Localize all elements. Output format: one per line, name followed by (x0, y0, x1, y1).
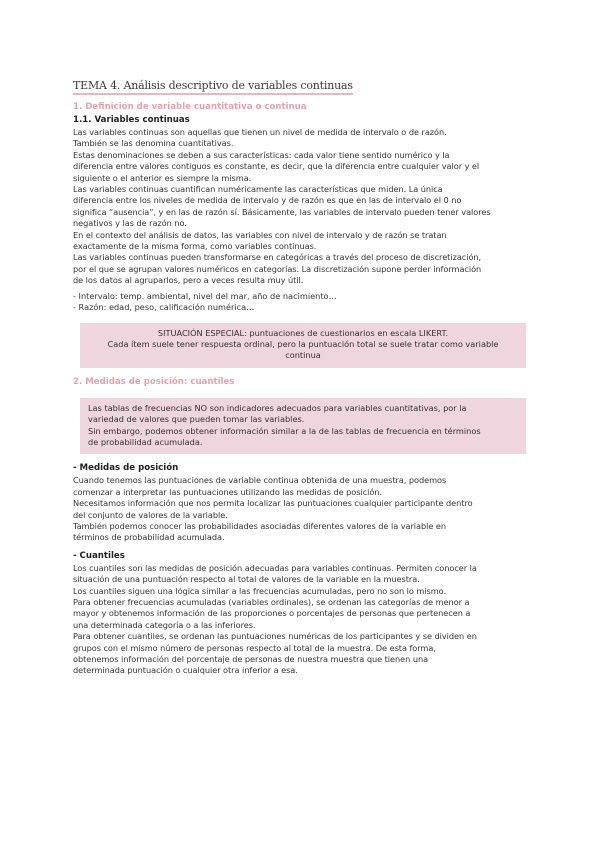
paragraph-block-1 (73, 127, 528, 287)
example-list (73, 291, 528, 314)
text-line: obtenemos información del porcentaje de personas de nuestra muestra que tienen una (73, 654, 429, 665)
text-line: situación de una puntuación respecto al total de valores de la variable en la muestra. (73, 574, 420, 585)
subsection-heading-medidas-posicion: - Medidas de posición (73, 463, 179, 474)
text-line: por el que se agrupan valores numéricos en categorías. La discretización supone perder información (73, 263, 482, 274)
text-line: Las variables continuas pueden transformarse en categóricas a través del proceso de discretización, (73, 252, 482, 263)
text-line: Para obtener cuantiles, se ordenan las puntuaciones numéricas de los participantes y se dividen en (73, 631, 477, 642)
text-line: mayor y obtenemos información de las proporciones o porcentajes de personas que pertenecen a (73, 608, 471, 619)
text-line: Necesitamos información que nos permita localizar las puntuaciones cualquier participante dentro (73, 498, 473, 509)
list-item: - Intervalo: temp. ambiental, nivel del mar, año de nacimiento… (73, 290, 337, 301)
document-title: TEMA 4. Análisis descriptivo de variables continuas (73, 79, 353, 95)
callout-line: Cada ítem suele tener respuesta ordinal, pero la puntuación total se suele tratar como variable (107, 338, 499, 349)
text-line: significa “ausencia”, y en las de razón sí. Básicamente, las variables de intervalo pueden tener valores (73, 206, 491, 217)
text-line: Los cuantiles son las medidas de posición adecuadas para variables continuas. Permiten conocer la (73, 562, 477, 573)
subsection-heading-1-1: 1.1. Variables continuas (73, 115, 190, 125)
text-line: comenzar a interpretar las puntuaciones utilizando las medidas de posición. (73, 486, 383, 497)
paragraph-block-2 (73, 475, 528, 543)
text-line: términos de probabilidad acumulada. (73, 532, 225, 543)
text-line: También podemos conocer las probabilidades asociadas diferentes valores de la variable en (73, 520, 447, 531)
callout-line: SITUACIÓN ESPECIAL: puntuaciones de cuestionarios en escala LIKERT. (157, 327, 449, 338)
frequency-tables-callout (80, 398, 526, 455)
callout-line: variedad de valores que pueden tomar las variables. (88, 414, 305, 425)
text-line: Para obtener frecuencias acumuladas (variables ordinales), se ordenan las categorías de menor a (73, 597, 470, 607)
section-heading-2: 2. Medidas de posición: cuantiles (73, 376, 235, 387)
document-page (73, 74, 528, 677)
paragraph-block-3 (73, 563, 528, 677)
text-line: Las variables continuas cuantifican numéricamente las características que miden. La única (73, 184, 443, 195)
special-situation-callout (80, 323, 526, 368)
text-line: negativos y las de razón no. (73, 218, 187, 229)
section-heading-1: 1. Definición de variable cuantitativa o continua (73, 102, 307, 112)
text-line: una determinada categoría o a las inferiores. (73, 619, 256, 630)
text-line: diferencia entre valores contiguos es constante, es decir, que la diferencia entre cualquier valor y el (73, 161, 480, 172)
callout-line: Sin embargo, podemos obtener información similar a la de las tablas de frecuencia en términos (88, 425, 481, 436)
callout-line: Las tablas de frecuencias NO son indicadores adecuados para variables cuantitativas, por la (88, 402, 467, 413)
text-line: Los cuantiles siguen una lógica similar a las frecuencias acumuladas, pero no son lo mismo. (73, 585, 447, 596)
text-line: siguiente o el anterior es siempre la misma. (73, 172, 252, 183)
text-line: Las variables continuas son aquellas que tienen un nivel de medida de intervalo o de razón. (73, 127, 447, 137)
text-line: exactamente de la misma forma, como variables continuas. (73, 241, 317, 252)
text-line: de los datos al agruparlos, pero a veces resulta muy útil. (73, 275, 304, 286)
text-line: Estas denominaciones se deben a sus características: cada valor tiene sentido numérico y la (73, 149, 450, 160)
text-line: determinada puntuación o cualquier otra inferior a esa. (73, 665, 298, 676)
subsection-heading-cuantiles: - Cuantiles (73, 550, 125, 561)
text-line: diferencia entre los niveles de medida de intervalo y de razón es que en las de intervalo el 0 no (73, 195, 462, 206)
text-line: grupos con el mismo número de personas respecto al total de la muestra. De esta forma, (73, 642, 436, 653)
callout-line: continua (285, 350, 321, 361)
callout-line: de probabilidad acumulada. (88, 436, 203, 447)
text-line: En el contexto del análisis de datos, las variables con nivel de intervalo y de razón se tratan (73, 229, 447, 240)
text-line: También se las denomina cuantitativas. (73, 138, 234, 149)
text-line: del conjunto de valores de la variable. (73, 509, 228, 520)
text-line: Cuando tenemos las puntuaciones de variable continua obtenida de una muestra, podemos (73, 475, 447, 486)
list-item: - Razón: edad, peso, calificación numérica… (73, 302, 255, 313)
